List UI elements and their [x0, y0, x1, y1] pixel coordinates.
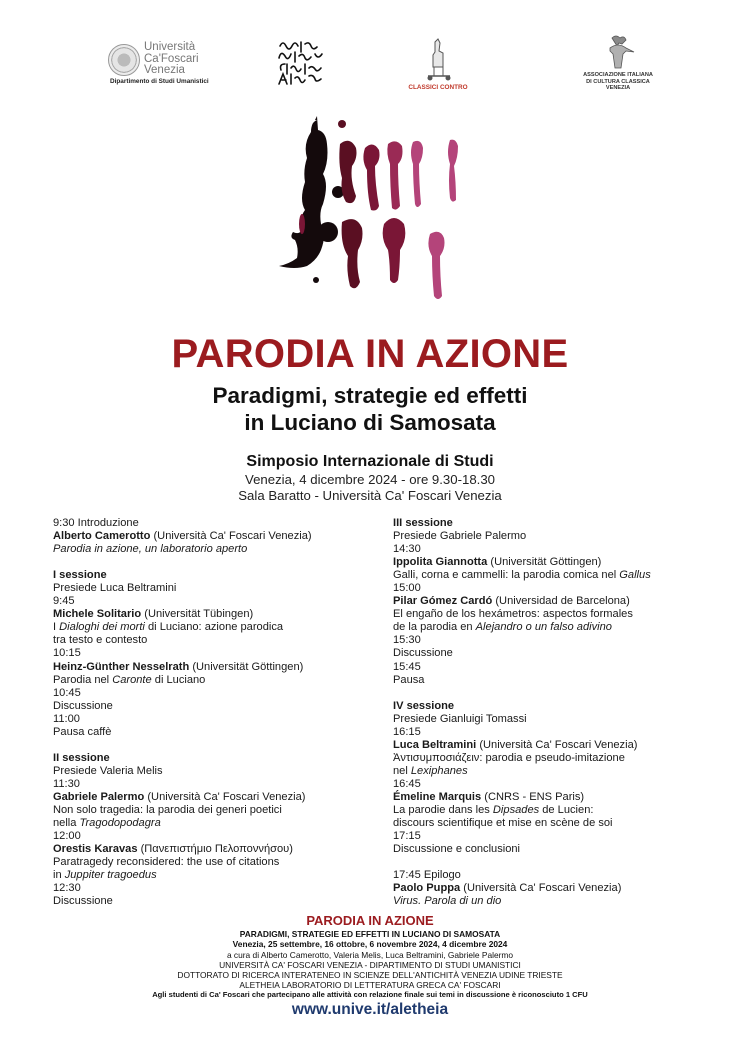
session-title-text: I sessione — [53, 569, 107, 582]
subtitle-line: Paradigmi, strategie ed effetti — [212, 383, 528, 408]
winged-lion-icon — [598, 34, 638, 70]
discussion: Discussione — [393, 647, 453, 660]
time-slot: 15:45 — [393, 660, 421, 673]
time-slot: 10:45 — [53, 686, 81, 699]
aicc-label-line: DI CULTURA CLASSICA — [586, 78, 650, 85]
speaker-line — [393, 556, 693, 569]
time-slot: 15:00 — [393, 582, 421, 595]
ink-drip-image — [270, 112, 475, 307]
session-title-text: II sessione — [53, 751, 110, 764]
footer-title: PARODIA IN AZIONE — [306, 913, 434, 928]
footer-curators: a cura di Alberto Camerotto, Valeria Melis, Luca Beltramini, Gabriele Palermo — [226, 950, 514, 960]
aicc-label — [568, 72, 668, 92]
time-slot: 15:30 — [393, 634, 421, 647]
speaker-affiliation: (Πανεπιστήμιο Πελοποννήσου) — [140, 843, 293, 856]
discussion: Discussione — [53, 895, 113, 908]
event-subtitle — [0, 382, 740, 436]
talk-title — [393, 621, 693, 634]
time-slot: 16:45 — [393, 777, 421, 790]
trojan-horse-icon — [408, 38, 468, 82]
speaker-name: Alberto Camerotto — [53, 530, 151, 543]
time-slot: 11:30 — [53, 777, 80, 790]
time-slot: 12:00 — [53, 830, 81, 843]
time-slot: 9:45 — [53, 595, 75, 608]
speaker-affiliation: (Università Ca' Foscari Venezia) — [153, 530, 312, 543]
speaker-line — [53, 843, 353, 856]
talk-title — [393, 765, 693, 778]
time-slot: 14:30 — [393, 543, 421, 556]
talk-title — [393, 895, 693, 908]
talk-title — [53, 621, 353, 634]
program-right-column — [393, 517, 693, 908]
speaker-line — [393, 882, 693, 895]
speaker-name: Heinz-Günther Nesselrath — [53, 660, 190, 673]
speaker-affiliation: (CNRS - ENS Paris) — [484, 790, 585, 803]
time-slot: 10:15 — [53, 647, 81, 660]
epilogue-time: 17:45 Epilogo — [393, 869, 461, 882]
talk-text-italic: Juppiter tragoedus — [64, 869, 157, 882]
script-logo-icon — [275, 38, 327, 88]
talk-title — [53, 674, 353, 687]
talk-text: in — [53, 869, 65, 882]
talk-title — [53, 817, 353, 830]
unive-name-line: Università — [144, 41, 196, 53]
speaker-name: Émeline Marquis — [393, 790, 482, 803]
talk-text-italic: Dipsades — [492, 804, 540, 817]
talk-title: Paratragedy reconsidered: the use of citations — [53, 856, 280, 869]
session-title — [393, 517, 693, 530]
intro-time: 9:30 Introduzione — [53, 517, 139, 529]
classici-contro-label: CLASSICI CONTRO — [408, 84, 468, 91]
talk-text-italic: Tragodopodagra — [79, 817, 161, 830]
symposium-venue: Sala Baratto - Università Ca' Foscari Venezia — [238, 488, 502, 503]
session-title-text: III sessione — [393, 517, 453, 529]
speaker-line — [53, 661, 353, 674]
talk-text: Parodia nel — [53, 673, 113, 686]
aicc-logo — [568, 34, 668, 94]
unive-name-line: Venezia — [144, 64, 185, 76]
speaker-affiliation: (Universität Göttingen) — [192, 660, 304, 673]
program-left-column — [53, 517, 353, 908]
time-slot: 17:15 — [393, 830, 421, 843]
time-slot: 12:30 — [53, 882, 81, 895]
speaker-affiliation: (Universidad de Barcelona) — [495, 595, 630, 608]
talk-title: tra testo e contesto — [53, 634, 148, 647]
break: Pausa — [393, 673, 425, 686]
talk-text: nel — [393, 764, 411, 777]
time-slot: 11:00 — [53, 712, 80, 725]
talk-title — [53, 543, 353, 556]
speaker-name: Paolo Puppa — [393, 882, 461, 895]
footer-dates: Venezia, 25 settembre, 16 ottobre, 6 novembre 2024, 4 dicembre 2024 — [232, 939, 508, 949]
speaker-line — [53, 791, 353, 804]
talk-title: El engaño de los hexámetros: aspectos formales — [393, 608, 633, 621]
session-title — [53, 752, 353, 765]
subtitle-line: in Luciano di Samosata — [244, 410, 496, 435]
session-title-text: IV sessione — [393, 699, 455, 712]
aletheia-script-logo — [275, 38, 327, 88]
talk-title — [53, 869, 353, 882]
talk-text-italic: Dialoghi dei morti — [59, 621, 145, 634]
session-chair: Presiede Luca Beltramini — [53, 582, 177, 595]
coffee-break: Pausa caffè — [53, 725, 112, 738]
footer-credit-note: Agli studenti di Ca' Foscari che partecipano alle attività con relazione finale sui temi in discussione è riconosciuto 1 CFU — [152, 990, 588, 999]
talk-text: de la parodia en — [393, 621, 476, 634]
speaker-affiliation: (Università Ca' Foscari Venezia) — [147, 790, 306, 803]
talk-title-text: Virus. Parola di un dio — [393, 895, 502, 908]
talk-text-italic: Lexiphanes — [410, 764, 468, 777]
speaker-line — [393, 595, 693, 608]
talk-title: Ἀντισυμποσιάζειν: parodia e pseudo-imitazione — [393, 751, 625, 764]
discussion: Discussione — [53, 699, 113, 712]
speaker-line — [53, 530, 353, 543]
talk-text: de Lucien: — [539, 804, 594, 817]
speaker-affiliation: (Università Ca' Foscari Venezia) — [463, 882, 622, 895]
footer-org-3: ALETHEIA LABORATORIO DI LETTERATURA GRECA CA' FOSCARI — [239, 980, 501, 990]
ink-drip-artwork — [270, 112, 475, 307]
talk-title: discours scientifique et mise en scène de soi — [393, 817, 613, 830]
talk-text: nella — [53, 817, 80, 830]
session-chair: Presiede Gabriele Palermo — [393, 530, 527, 543]
speaker-line — [393, 739, 693, 752]
event-title: PARODIA IN AZIONE — [171, 332, 569, 376]
symposium-title: Simposio Internazionale di Studi — [246, 453, 494, 470]
speaker-name: Luca Beltramini — [393, 738, 477, 751]
talk-text: di Luciano: azione parodica — [144, 621, 284, 634]
session-title — [393, 700, 693, 713]
aicc-label-line: VENEZIA — [605, 85, 631, 92]
footer-subtitle: PARADIGMI, STRATEGIE ED EFFETTI IN LUCIANO DI SAMOSATA — [239, 929, 501, 939]
discussion: Discussione e conclusioni — [393, 843, 521, 856]
speaker-name: Orestis Karavas — [53, 843, 138, 856]
talk-text-italic: Gallus — [619, 569, 651, 582]
talk-title: Non solo tragedia: la parodia dei generi poetici — [53, 804, 282, 817]
talk-title-text: Parodia in azione, un laboratorio aperto — [53, 543, 248, 556]
footer-url-link[interactable]: www.unive.it/aletheia — [291, 1001, 449, 1018]
footer-org-1: UNIVERSITÀ CA' FOSCARI VENEZIA - DIPARTIMENTO DI STUDI UMANISTICI — [219, 960, 521, 970]
speaker-name: Pilar Gómez Cardó — [393, 595, 493, 608]
session-chair: Presiede Valeria Melis — [53, 764, 163, 777]
unive-logo-name — [144, 42, 199, 77]
speaker-name: Michele Solitario — [53, 608, 142, 621]
time-slot: 16:15 — [393, 725, 421, 738]
speaker-line — [53, 608, 353, 621]
talk-text: Galli, corna e cammelli: la parodia comica nel — [393, 569, 620, 582]
talk-text-italic: Alejandro o un falso adivino — [475, 621, 612, 634]
speaker-line — [393, 791, 693, 804]
speaker-name: Ippolita Giannotta — [393, 556, 488, 569]
footer-org-2: DOTTORATO DI RICERCA INTERATENEO IN SCIENZE DELL'ANTICHITÀ VENEZIA UDINE TRIESTE — [177, 970, 563, 980]
talk-text: La parodie dans les — [393, 804, 493, 817]
session-title — [53, 569, 353, 582]
session-chair: Presiede Gianluigi Tomassi — [393, 712, 527, 725]
talk-text: di Luciano — [151, 673, 206, 686]
speaker-affiliation: (Universität Tübingen) — [144, 608, 254, 621]
speaker-name: Gabriele Palermo — [53, 790, 145, 803]
aicc-label-line: ASSOCIAZIONE ITALIANA — [583, 72, 653, 78]
unive-name-line: Ca'Foscari — [144, 52, 199, 65]
classici-contro-logo — [408, 38, 468, 93]
talk-text: I — [53, 621, 60, 634]
talk-title — [393, 569, 693, 582]
talk-title — [393, 804, 693, 817]
symposium-date: Venezia, 4 dicembre 2024 - ore 9.30-18.30 — [245, 472, 495, 487]
unive-seal-icon — [108, 44, 140, 76]
talk-text-italic: Caronte — [112, 673, 152, 686]
unive-logo — [108, 42, 218, 86]
speaker-affiliation: (Universität Göttingen) — [490, 556, 602, 569]
speaker-affiliation: (Università Ca' Foscari Venezia) — [479, 738, 638, 751]
unive-department: Dipartimento di Studi Umanistici — [110, 78, 209, 85]
